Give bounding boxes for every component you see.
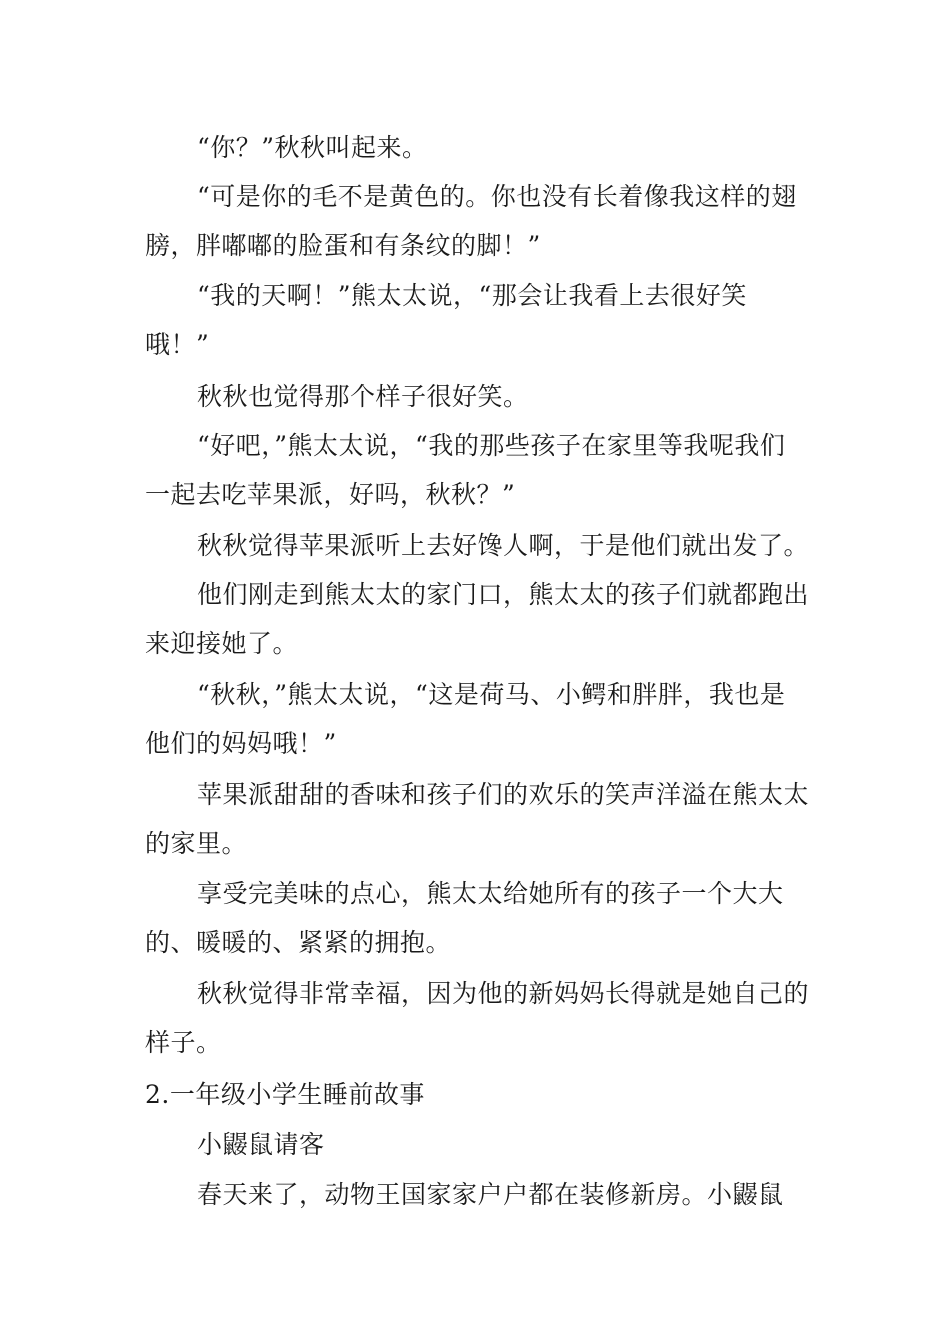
paragraph-3: “我的天啊！”熊太太说，“那会让我看上去很好笑哦！” (145, 281, 747, 359)
story-title: 小鼹鼠请客 (197, 1130, 325, 1159)
paragraph-11: 秋秋觉得非常幸福，因为他的新妈妈长得就是她自己的样子。 (145, 979, 810, 1057)
paragraph-12: 春天来了，动物王国家家户户都在装修新房。小鼹鼠 (197, 1180, 784, 1209)
paragraph-1: “你？”秋秋叫起来。 (197, 133, 428, 162)
paragraph-6: 秋秋觉得苹果派听上去好馋人啊，于是他们就出发了。 (197, 531, 810, 560)
paragraph-8: “秋秋，”熊太太说，“这是荷马、小鳄和胖胖，我也是他们的妈妈哦！” (145, 680, 786, 758)
section-heading: 2.一年级小学生睡前故事 (145, 1080, 425, 1109)
paragraph-4: 秋秋也觉得那个样子很好笑。 (197, 382, 529, 411)
paragraph-7: 他们刚走到熊太太的家门口，熊太太的孩子们就都跑出来迎接她了。 (145, 580, 810, 658)
paragraph-2: “可是你的毛不是黄色的。你也没有长着像我这样的翅膀，胖嘟嘟的脸蛋和有条纹的脚！” (145, 182, 797, 260)
paragraph-10: 享受完美味的点心，熊太太给她所有的孩子一个大大的、暖暖的、紧紧的拥抱。 (145, 879, 784, 957)
paragraph-5: “好吧，”熊太太说，“我的那些孩子在家里等我呢我们一起去吃苹果派，好吗，秋秋？” (145, 431, 786, 509)
paragraph-9: 苹果派甜甜的香味和孩子们的欢乐的笑声洋溢在熊太太的家里。 (145, 780, 810, 858)
